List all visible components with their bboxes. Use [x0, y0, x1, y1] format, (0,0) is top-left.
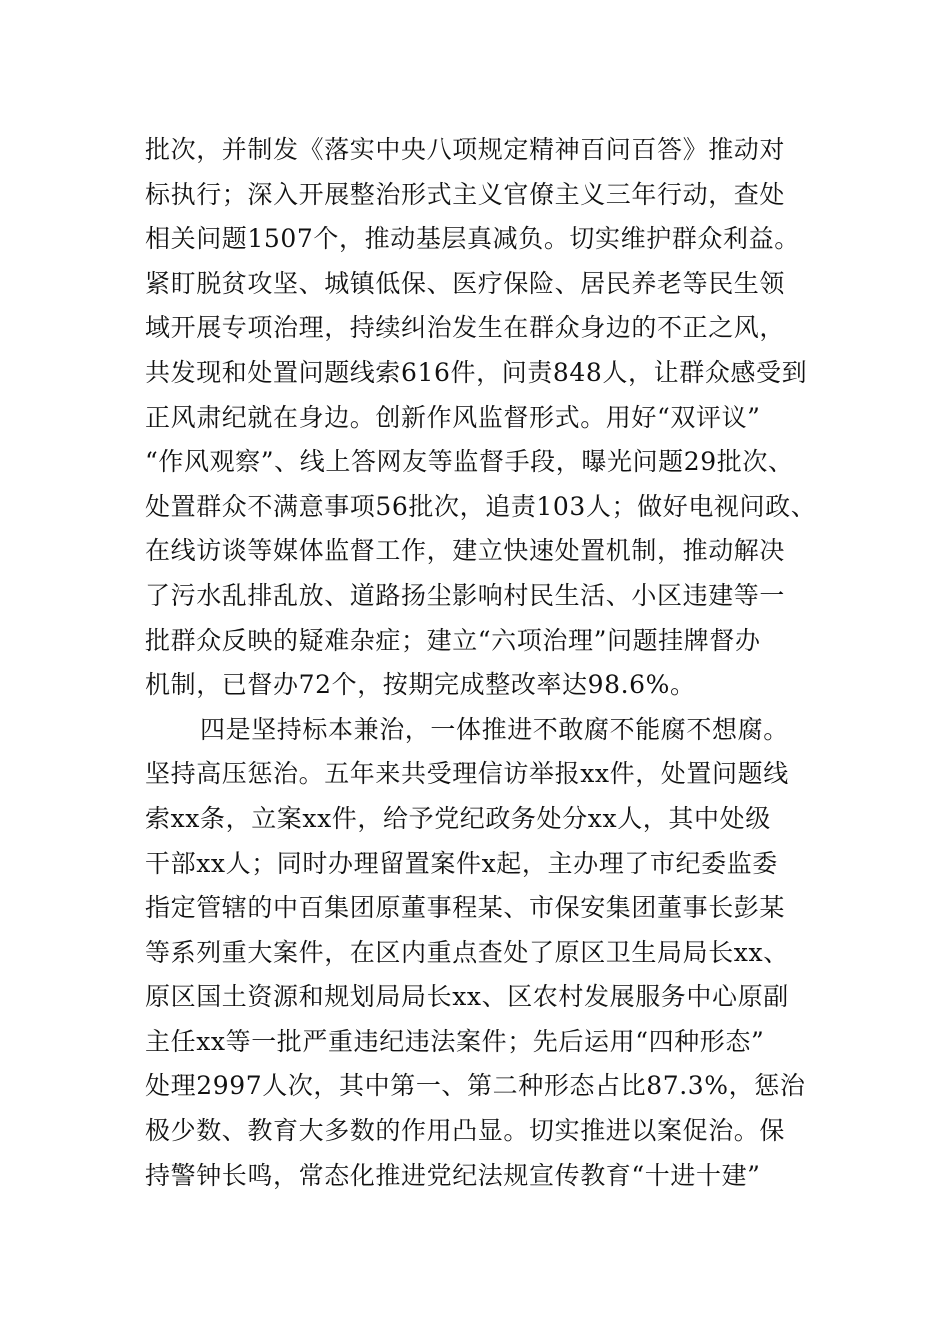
text-line: 处理2997人次，其中第一、第二种形态占比87.3%，惩治 — [145, 1071, 806, 1101]
text-line: 域开展专项治理，持续纠治发生在群众身边的不正之风， — [145, 313, 786, 343]
body-text — [145, 128, 825, 1198]
text-line: 主任xx等一批严重违纪违法案件；先后运用“四种形态” — [145, 1026, 765, 1056]
text-line: “作风观察”、线上答网友等监督手段，曝光问题29批次、 — [145, 447, 794, 477]
text-line: 批次，并制发《落实中央八项规定精神百问百答》推动对 — [145, 135, 786, 164]
text-line: 机制，已督办72个，按期完成整改率达98.6%。 — [145, 670, 696, 700]
text-line: 批群众反映的疑难杂症；建立“六项治理”问题挂牌督办 — [145, 625, 761, 655]
text-line: 相关问题1507个，推动基层真减负。切实维护群众利益。 — [145, 224, 800, 254]
paragraph-heading-line: 四是坚持标本兼治，一体推进不敢腐不能腐不想腐。 — [200, 714, 789, 744]
text-line: 干部xx人；同时办理留置案件x起，主办理了市纪委监委 — [145, 848, 778, 878]
text-line: 指定管辖的中百集团原董事程某、市保安集团董事长彭某 — [145, 893, 786, 923]
text-line: 共发现和处置问题线索616件，问责848人，让群众感受到 — [145, 357, 808, 387]
text-line: 原区国土资源和规划局局长xx、区农村发展服务中心原副 — [145, 982, 789, 1012]
text-line: 紧盯脱贫攻坚、城镇低保、医疗保险、居民养老等民生领 — [145, 268, 786, 298]
text-line: 标执行；深入开展整治形式主义官僚主义三年行动，查处 — [145, 179, 786, 209]
text-line: 索xx条，立案xx件，给予党纪政务处分xx人，其中处级 — [145, 803, 771, 833]
text-line: 了污水乱排乱放、道路扬尘影响村民生活、小区违建等一 — [145, 580, 786, 610]
text-line: 极少数、教育大多数的作用凸显。切实推进以案促治。保 — [145, 1116, 786, 1146]
text-line: 在线访谈等媒体监督工作，建立快速处置机制，推动解决 — [145, 536, 786, 566]
text-line: 坚持高压惩治。五年来共受理信访举报xx件，处置问题线 — [145, 759, 789, 789]
text-line: 正风肃纪就在身边。创新作风监督形式。用好“双评议” — [145, 402, 761, 432]
text-line: 处置群众不满意事项56批次，追责103人；做好电视问政、 — [145, 491, 817, 521]
text-line: 等系列重大案件，在区内重点查处了原区卫生局局长xx、 — [145, 937, 789, 967]
text-line: 持警钟长鸣，常态化推进党纪法规宣传教育“十进十建” — [145, 1160, 761, 1190]
